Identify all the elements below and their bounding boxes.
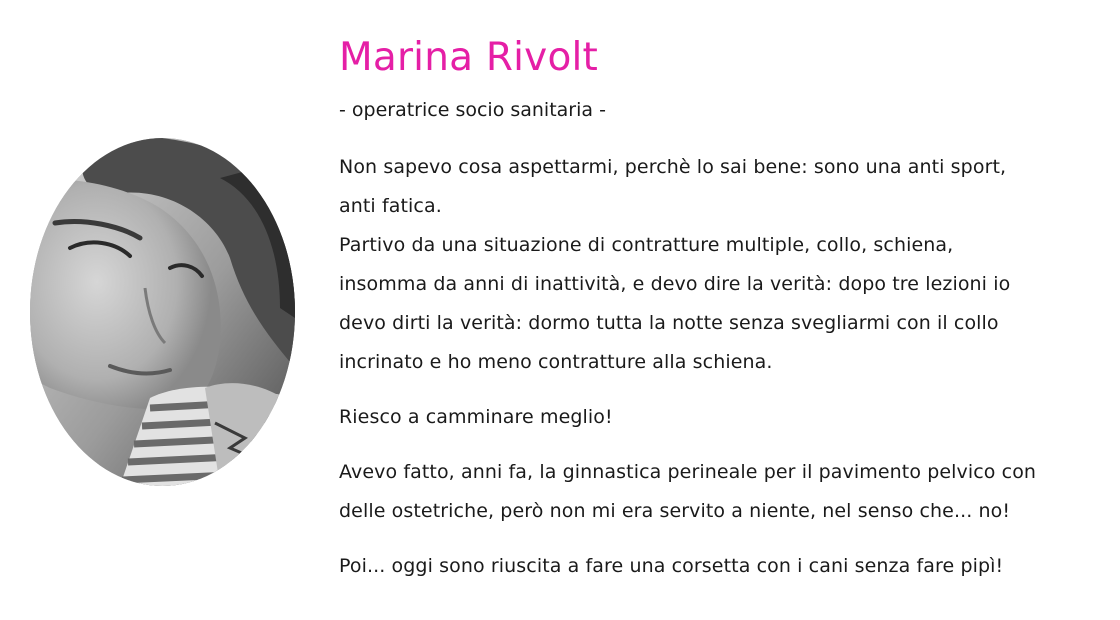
testimonial-name: Marina Rivolt xyxy=(339,35,599,80)
testimonial-text xyxy=(339,148,1109,586)
testimonial-paragraph: Non sapevo cosa aspettarmi, perchè lo sai bene: sono una anti sport, anti fatica. Partivo da una situazione di contratture multiple, collo, schiena, insomma da anni di inattività, e devo dire la verità: dopo tre lezioni io devo dirti la verità: dormo tutta la notte senza svegliarmi con il collo incrinato e ho meno contratture alla schiena. xyxy=(339,156,1011,373)
testimonial-paragraph: Riesco a camminare meglio! xyxy=(339,406,613,428)
testimonial-paragraph: Avevo fatto, anni fa, la ginnastica perineale per il pavimento pelvico con delle ostetriche, però non mi era servito a niente, nel senso che... no! xyxy=(339,461,1037,522)
testimonial-content xyxy=(339,30,1109,602)
testimonial-photo xyxy=(30,138,295,486)
testimonial-role: - operatrice socio sanitaria - xyxy=(339,99,606,121)
testimonial-paragraph: Poi... oggi sono riuscita a fare una corsetta con i cani senza fare pipì! xyxy=(339,555,1004,577)
portrait-photo-icon xyxy=(30,138,295,486)
